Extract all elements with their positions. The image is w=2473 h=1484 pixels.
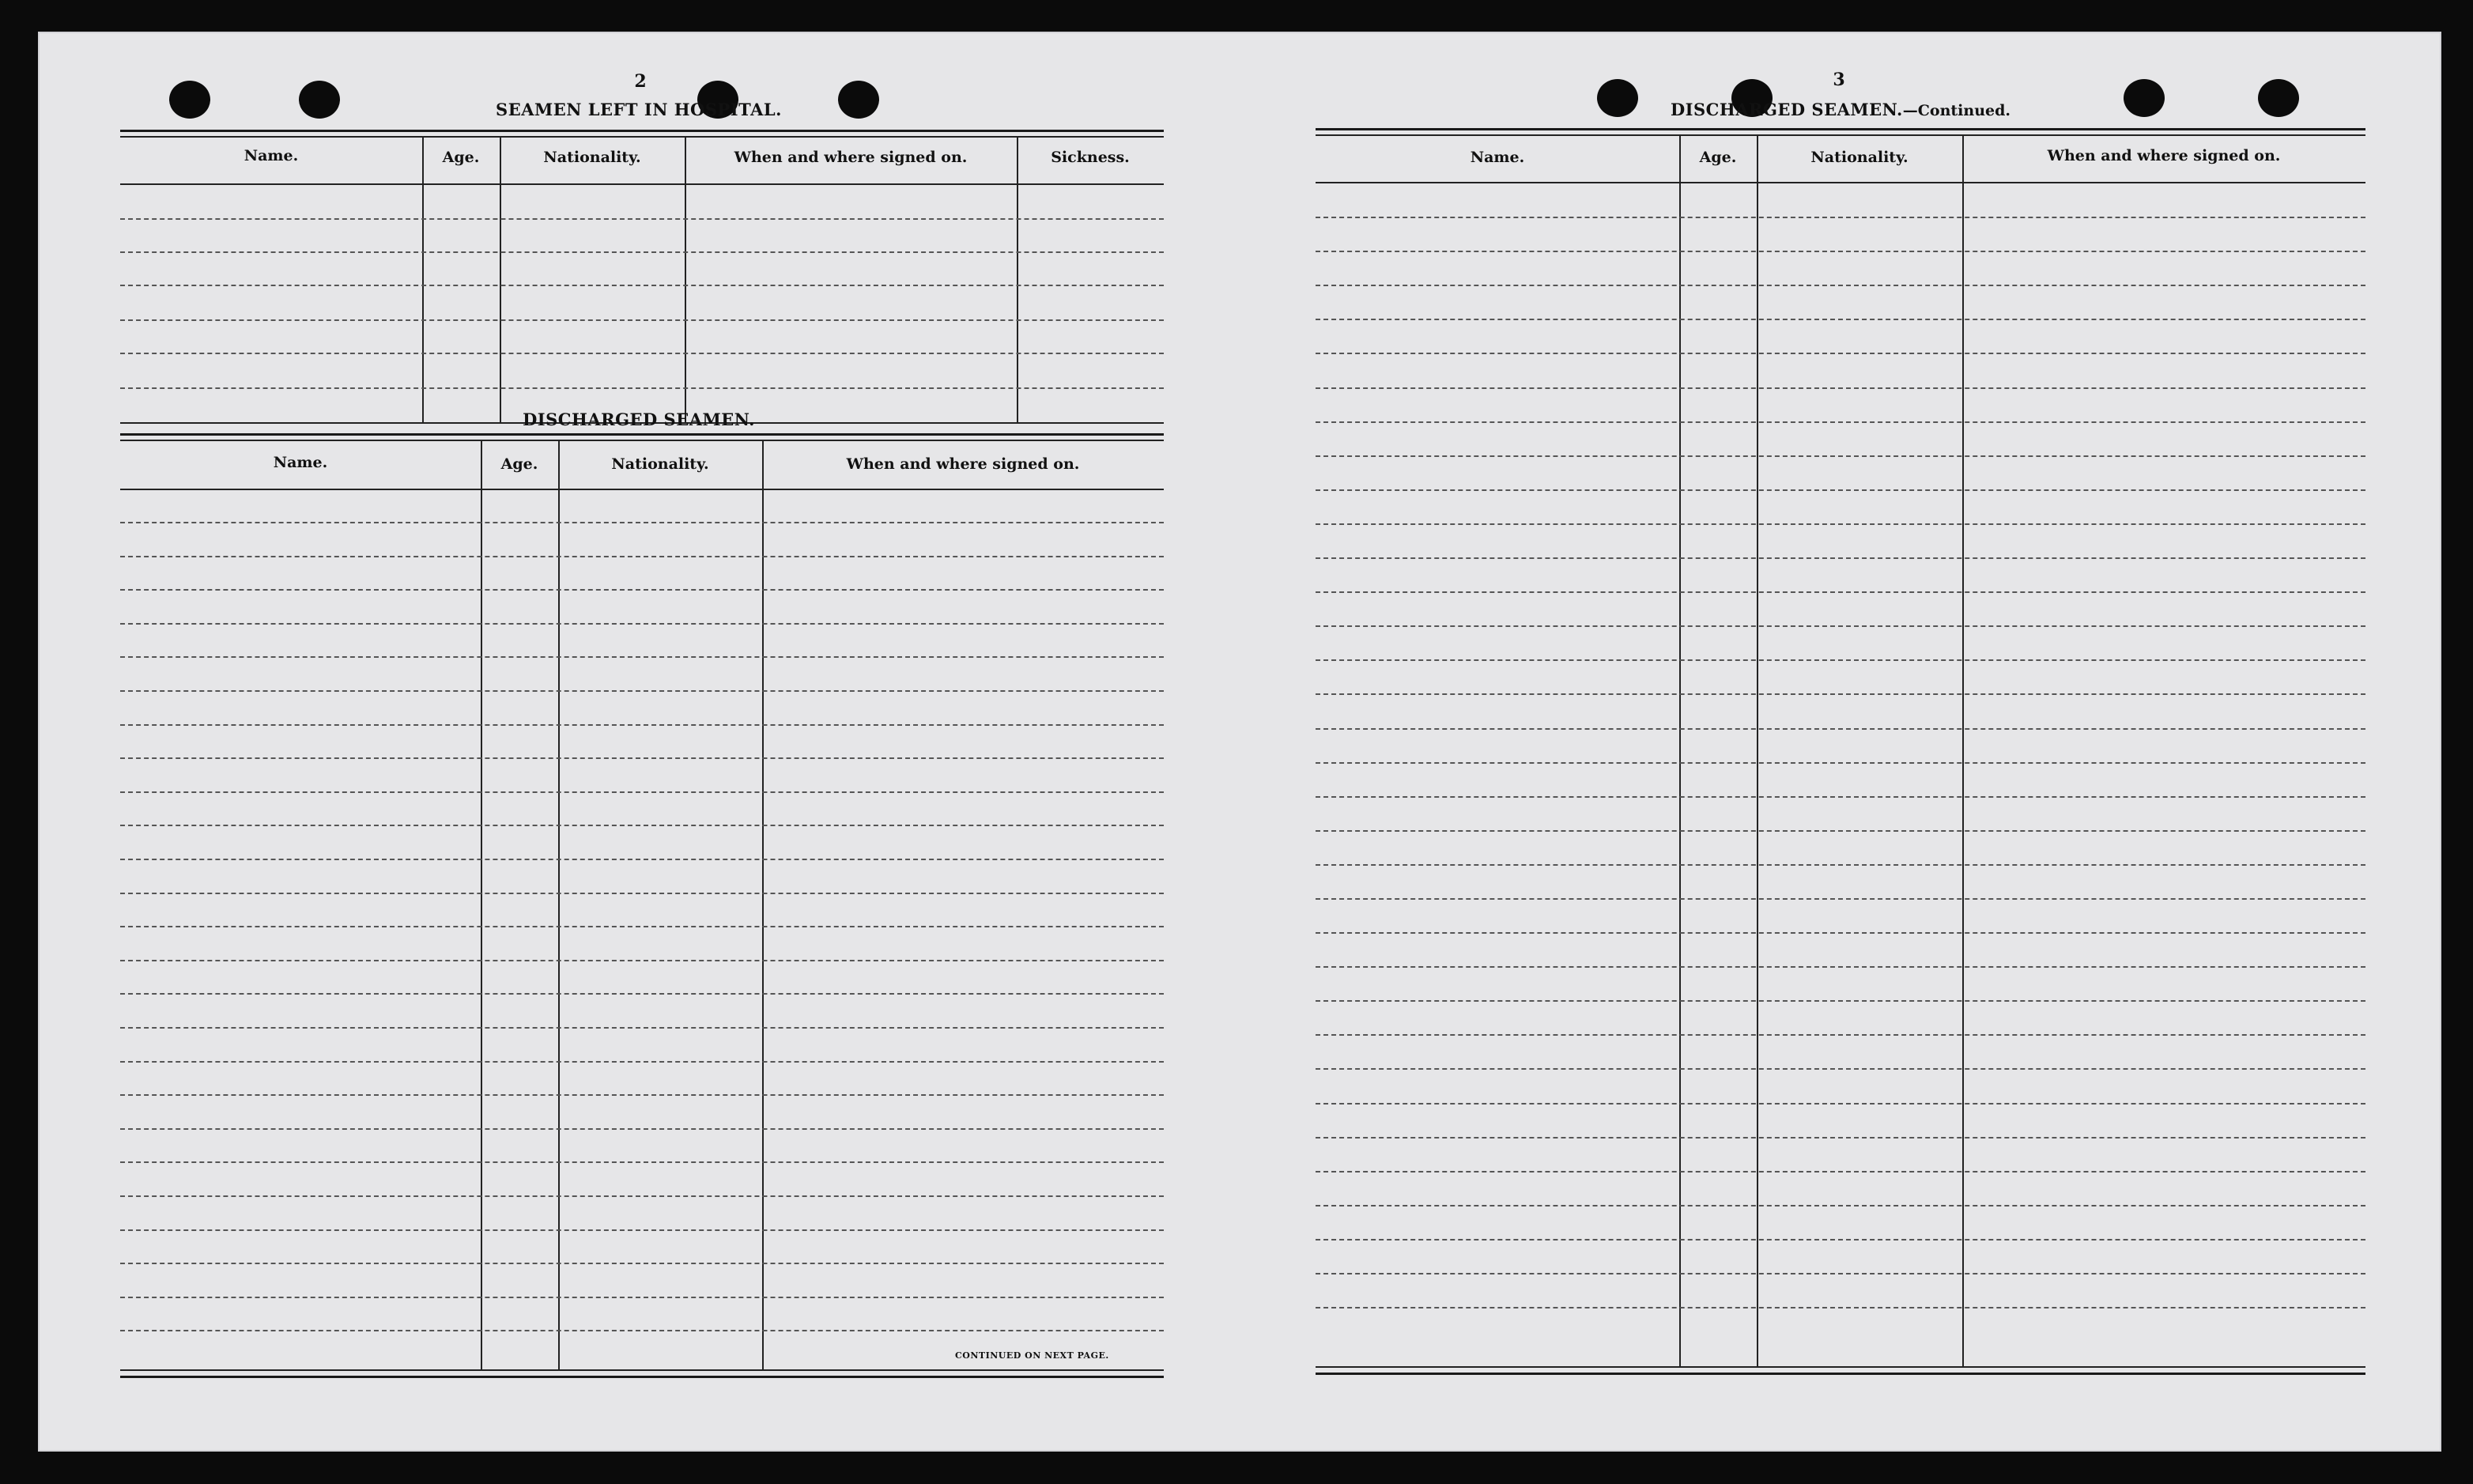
entry-line xyxy=(120,251,1164,253)
entry-line xyxy=(1316,217,2365,218)
column-divider xyxy=(685,138,686,424)
entry-line xyxy=(120,893,1164,894)
entry-line xyxy=(120,1027,1164,1029)
punch-hole xyxy=(169,81,210,119)
entry-line xyxy=(1316,591,2365,593)
continued-suffix: —Continued. xyxy=(1902,102,2011,119)
rule xyxy=(120,130,1164,132)
entry-line xyxy=(1316,455,2365,457)
column-divider xyxy=(500,138,501,424)
entry-line xyxy=(1316,1034,2365,1036)
entry-line xyxy=(120,1263,1164,1264)
entry-line xyxy=(1316,625,2365,627)
entry-line xyxy=(1316,762,2365,764)
entry-line xyxy=(120,1061,1164,1063)
entry-line xyxy=(120,993,1164,995)
punch-hole xyxy=(1597,79,1638,117)
column-divider xyxy=(762,441,764,1371)
rule xyxy=(120,489,1164,490)
entry-line xyxy=(120,1330,1164,1331)
entry-line xyxy=(1316,728,2365,730)
entry-line xyxy=(120,656,1164,658)
entry-line xyxy=(120,623,1164,625)
entry-line xyxy=(1316,1273,2365,1274)
hospital-col-age: Age. xyxy=(442,149,480,166)
entry-line xyxy=(120,724,1164,726)
entry-line xyxy=(1316,966,2365,968)
discharged-col-nationality: Nationality. xyxy=(611,455,709,473)
rule xyxy=(120,1376,1164,1378)
rule xyxy=(120,136,1164,138)
entry-line xyxy=(1316,898,2365,900)
right-col-nationality: Nationality. xyxy=(1810,149,1909,166)
column-divider xyxy=(1017,138,1018,424)
entry-line xyxy=(120,319,1164,321)
column-divider xyxy=(1962,136,1964,1368)
rule xyxy=(1316,1373,2365,1375)
entry-line xyxy=(120,1195,1164,1197)
rule xyxy=(1316,1366,2365,1368)
entry-line xyxy=(120,960,1164,961)
hospital-section-title: SEAMEN LEFT IN HOSPITAL. xyxy=(496,100,782,119)
entry-line xyxy=(1316,489,2365,491)
punch-hole xyxy=(299,81,340,119)
entry-line xyxy=(1316,251,2365,252)
discharged-col-name: Name. xyxy=(273,454,328,471)
column-divider xyxy=(422,138,424,424)
continued-note: CONTINUED ON NEXT PAGE. xyxy=(955,1350,1109,1361)
discharged-col-signed-on: When and where signed on. xyxy=(846,455,1080,473)
entry-line xyxy=(1316,693,2365,695)
entry-line xyxy=(120,285,1164,286)
entry-line xyxy=(1316,523,2365,525)
column-divider xyxy=(1679,136,1681,1368)
entry-line xyxy=(120,859,1164,860)
entry-line xyxy=(120,1229,1164,1231)
entry-line xyxy=(120,1128,1164,1130)
discharged-col-age: Age. xyxy=(500,455,538,473)
entry-line xyxy=(1316,796,2365,798)
rule xyxy=(1316,182,2365,183)
entry-line xyxy=(1316,421,2365,423)
hospital-col-name: Name. xyxy=(244,147,299,164)
right-col-name: Name. xyxy=(1470,149,1525,166)
form-sheet xyxy=(38,32,2441,1452)
rule xyxy=(1316,128,2365,130)
entry-line xyxy=(1316,1000,2365,1002)
rule xyxy=(1316,134,2365,136)
rule xyxy=(120,183,1164,185)
entry-line xyxy=(120,556,1164,557)
entry-line xyxy=(120,589,1164,591)
entry-line xyxy=(1316,864,2365,866)
right-col-signed-on: When and where signed on. xyxy=(2047,147,2281,164)
entry-line xyxy=(1316,659,2365,661)
column-divider xyxy=(558,441,560,1371)
entry-line xyxy=(1316,1205,2365,1206)
column-divider xyxy=(1757,136,1758,1368)
entry-line xyxy=(120,1094,1164,1096)
entry-line xyxy=(120,757,1164,759)
entry-line xyxy=(1316,1307,2365,1308)
entry-line xyxy=(1316,1239,2365,1240)
right-col-age: Age. xyxy=(1699,149,1737,166)
column-divider xyxy=(481,441,482,1371)
discharged-continued-title xyxy=(1643,100,2038,119)
rule xyxy=(120,433,1164,436)
punch-hole xyxy=(2124,79,2165,117)
entry-line xyxy=(120,825,1164,826)
punch-hole xyxy=(838,81,879,119)
hospital-col-nationality: Nationality. xyxy=(543,149,641,166)
entry-line xyxy=(120,926,1164,927)
entry-line xyxy=(120,522,1164,523)
entry-line xyxy=(120,1161,1164,1163)
punch-hole xyxy=(2258,79,2299,117)
rule xyxy=(120,440,1164,441)
discharged-section-title: DISCHARGED SEAMEN. xyxy=(523,410,755,429)
right-page-number: 3 xyxy=(1833,70,1845,90)
entry-line xyxy=(1316,319,2365,320)
entry-line xyxy=(1316,285,2365,286)
entry-line xyxy=(1316,1137,2365,1138)
entry-line xyxy=(120,353,1164,354)
entry-line xyxy=(120,218,1164,220)
entry-line xyxy=(1316,1068,2365,1070)
entry-line xyxy=(120,1297,1164,1298)
entry-line xyxy=(1316,1171,2365,1172)
entry-line xyxy=(1316,1103,2365,1105)
entry-line xyxy=(1316,557,2365,559)
entry-line xyxy=(120,791,1164,793)
entry-line xyxy=(1316,387,2365,389)
discharged-title-text: DISCHARGED SEAMEN. xyxy=(1670,100,1903,119)
entry-line xyxy=(1316,353,2365,354)
hospital-col-sickness: Sickness. xyxy=(1051,149,1130,166)
entry-line xyxy=(1316,932,2365,934)
hospital-col-signed-on: When and where signed on. xyxy=(734,149,968,166)
left-page-number: 2 xyxy=(634,71,647,92)
entry-line xyxy=(120,690,1164,692)
entry-line xyxy=(120,387,1164,389)
rule xyxy=(120,1369,1164,1371)
entry-line xyxy=(1316,830,2365,832)
